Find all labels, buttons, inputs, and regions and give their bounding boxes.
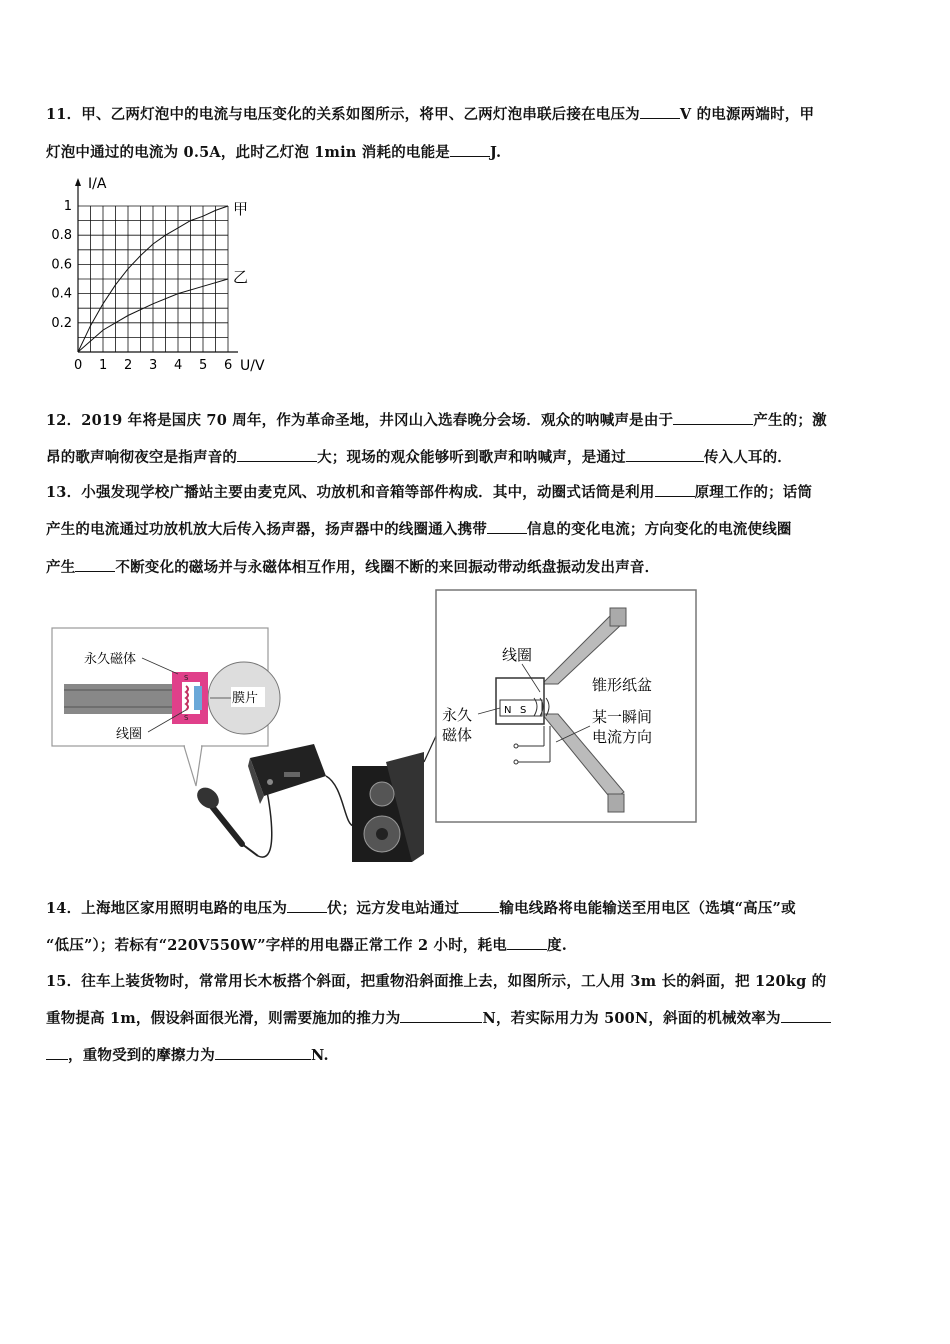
broadcast-figure — [44, 586, 704, 870]
q11-line-2: 灯泡中通过的电流为 0.5A，此时乙灯泡 1min 消耗的电能是 J. — [46, 144, 502, 161]
x-tick-label: 4 — [174, 358, 183, 373]
answer-blank[interactable] — [287, 898, 327, 913]
current-label-line2: 电流方向 — [592, 728, 653, 746]
speaker-coil-label: 线圈 — [502, 646, 533, 664]
cone-label: 锥形纸盆 — [592, 676, 653, 694]
magnet-label-line2: 磁体 — [442, 726, 473, 744]
series-label-yi: 乙 — [233, 268, 249, 286]
answer-blank[interactable] — [626, 447, 704, 462]
q15-line-1: 15．往车上装货物时，常常用长木板搭个斜面，把重物沿斜面推上去，如图所示，工人用 3m 长的斜面，把 120kg 的 — [46, 973, 827, 990]
q13-line-3: 产生 不断变化的磁场并与永磁体相互作用，线圈不断的来回振动带动纸盘振动发出声音． — [46, 559, 660, 576]
iu-chart — [44, 172, 284, 378]
x-axis-label: U/V — [240, 358, 265, 374]
x-tick-label: 2 — [124, 358, 133, 373]
chart-grid — [78, 206, 228, 352]
amplifier-icon — [248, 744, 326, 804]
q14-line-1: 14．上海地区家用照明电路的电压为 伏；远方发电站通过 输电线路将电能输送至用电区（选填“高压”或 — [46, 900, 796, 917]
svg-text:S: S — [520, 705, 527, 716]
answer-blank[interactable] — [450, 142, 490, 157]
magnet-label: 永久磁体 — [84, 652, 137, 667]
answer-blank[interactable] — [487, 519, 527, 534]
svg-text:N: N — [504, 705, 512, 716]
answer-blank[interactable] — [215, 1045, 311, 1060]
y-tick-label: 0.6 — [51, 257, 72, 273]
x-tick-label: 0 — [74, 358, 83, 373]
q14-line-2: “低压”）；若标有“220V550W”字样的用电器正常工作 2 小时，耗电 度. — [46, 937, 567, 954]
answer-blank[interactable] — [459, 898, 499, 913]
q15-line-3: ，重物受到的摩擦力为 N. — [46, 1044, 329, 1065]
y-tick-label: 1 — [63, 199, 72, 214]
speaker-diagram — [436, 590, 696, 822]
current-label-line1: 某一瞬间 — [592, 708, 653, 726]
answer-blank[interactable] — [507, 935, 547, 950]
answer-blank[interactable] — [673, 410, 753, 425]
y-tick-label: 0.4 — [51, 286, 72, 302]
answer-blank[interactable] — [46, 1045, 68, 1060]
y-tick-label: 0.8 — [51, 228, 72, 244]
answer-blank[interactable] — [75, 557, 115, 572]
microphone-diagram — [52, 628, 280, 786]
series-label-jia: 甲 — [233, 200, 249, 218]
loudspeaker-icon — [352, 752, 424, 862]
coil-label: 线圈 — [116, 727, 143, 742]
q13-line-2: 产生的电流通过功放机放大后传入扬声器，扬声器中的线圈通入携带 信息的变化电流；方向变化的电流使线圈 — [46, 521, 792, 538]
x-tick-label: 6 — [224, 358, 233, 373]
svg-text:S: S — [184, 714, 189, 722]
answer-blank[interactable] — [400, 1008, 482, 1023]
q12-line-2: 昂的歌声响彻夜空是指声音的 大；现场的观众能够听到歌声和呐喊声，是通过 传入人耳的． — [46, 449, 793, 466]
q11-line-1: 11．甲、乙两灯泡中的电流与电压变化的关系如图所示，将甲、乙两灯泡串联后接在电压为 V 的电源两端时，甲 — [46, 106, 815, 123]
q12-line-1: 12．2019 年将是国庆 70 周年，作为革命圣地，井冈山入选春晚分会场．观众的呐喊声是由于 产生的；激 — [46, 412, 827, 429]
answer-blank[interactable] — [640, 104, 680, 119]
x-tick-label: 3 — [149, 358, 158, 373]
answer-blank[interactable] — [781, 1008, 831, 1023]
magnet-label-line1: 永久 — [442, 706, 473, 724]
answer-blank[interactable] — [237, 447, 317, 462]
y-axis-label: I/A — [88, 176, 107, 192]
x-tick-label: 1 — [99, 358, 108, 373]
x-tick-label: 5 — [199, 358, 208, 373]
answer-blank[interactable] — [655, 482, 695, 497]
svg-text:S: S — [184, 674, 189, 682]
chart-axes — [75, 178, 238, 352]
membrane-label: 膜片 — [232, 691, 259, 706]
q13-line-1: 13．小强发现学校广播站主要由麦克风、功放机和音箱等部件构成．其中，动圈式话筒是利用 原理工作的；话筒 — [46, 484, 813, 501]
y-tick-label: 0.2 — [51, 315, 72, 331]
q15-line-2: 重物提高 1m，假设斜面很光滑，则需要施加的推力为 N，若实际用力为 500N，斜面的机械效率为 — [46, 1007, 831, 1028]
y-axis-arrow — [75, 178, 81, 186]
